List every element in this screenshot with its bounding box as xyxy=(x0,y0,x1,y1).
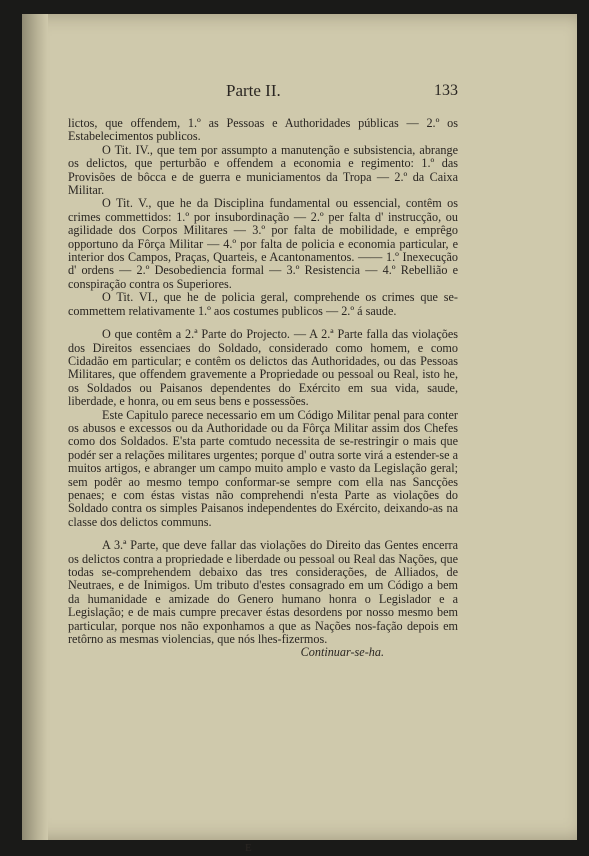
paragraph: Este Capitulo parece necessario em um Código Militar penal para conter os abusos e excessos ou da Authoridade ou da Fôrça Militar assim dos Chefes como dos Soldados. E'sta parte comtudo necessita de se-restringir o mais que podér ser a relações militares urgentes; porque d' outra sorte virá a estender-se a muitos artigos, e abranger um campo muito amplo e vasto da Legislação geral; sem podêr ao mesmo tempo conformar-se sempre com ella nas Sancções penaes; e com éstas vistas não comprehendi n'esta Parte as violações do Soldado contra os simples Paisanos independentes do Exército, deixando-as na classe dos delictos communs. xyxy=(68,407,458,529)
body-text xyxy=(68,117,458,660)
paragraph: O Tit. VI., que he de policia geral, comprehende os crimes que se-commettem relativamente 1.º aos costumes publicos — 2.º á saude. xyxy=(68,290,458,318)
paragraph: O Tit. IV., que tem por assumpto a manutenção e subsistencia, abrange os delictos, que perturbão e offendem a economia e regimento: 1.º das Provisões de bôcca e de guerra e municiamentos da Tropa — 2.º da Caixa Militar. xyxy=(68,142,458,198)
paragraph: O que contêm a 2.ª Parte do Projecto. — A 2.ª Parte falla das violações dos Direitos essenciaes do Soldado, considerado como homem, e como Cidadão em particular; e contêm os delictos das Authoridades, ou das Pessoas Militares, que offendem gravemente a Propriedade ou pessoal ou Real, isto he, os Soldados ou Paisanos dependentes do Exército em sua vida, saude, liberdade, e honra, ou em seus bens e possessões. xyxy=(68,327,458,409)
page-gutter xyxy=(22,14,48,840)
signature-mark: E xyxy=(245,842,252,854)
running-header xyxy=(68,83,458,103)
catchword: Continuar-se-ha. xyxy=(300,645,384,660)
paragraph: O Tit. V., que he da Disciplina fundamental ou essencial, contêm os crimes commettidos: 1.º por insubordinação — 2.º per falta d' instrucção, ou agilidade dos Corpos Militares — 3.º por falta de mobilidade, e emprêgo opportuno da Fôrça Militar — 4.º por falta de policia e economia particular, e interior dos Campos, Praças, Quarteis, e Acantonamentos. —— 1.º Inexecução d' ordens — 2.º Desobediencia formal — 3.º Resistencia — 4.º Rebellião e conspiração contra os Superiores. xyxy=(68,196,458,291)
page-number: 133 xyxy=(434,82,458,99)
paragraph: lictos, que offendem, 1.º as Pessoas e Authoridades públicas — 2.º os Estabelecimentos publicos. xyxy=(68,116,458,144)
header-title: Parte II. xyxy=(226,81,281,100)
paragraph: A 3.ª Parte, que deve fallar das violações do Direito das Gentes encerra os delictos contra a propriedade e liberdade ou pessoal ou Real das Nações, que todas se-comprehendem debaixo das tres considerações, de Alliados, de Neutraes, e de Inimigos. Um tributo d'estes consagrado em um Código a bem da humanidade e amizade do Genero humano honra o Legislador e a Legislação; e de mais cumpre precaver éstas desordens por nosso mesmo bem particular, porque nos não exponhamos a que as Nações nos-fação depois em retôrno as mesmas violencias, que nós lhes-fizermos. xyxy=(68,538,458,647)
